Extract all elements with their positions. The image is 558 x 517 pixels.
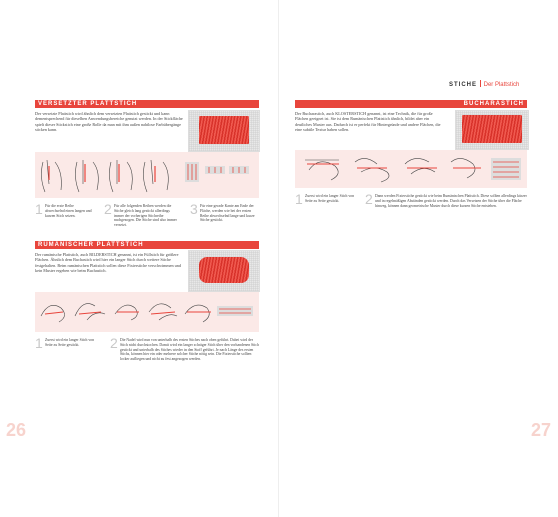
step-number: 2 xyxy=(110,335,118,351)
illustration-band xyxy=(35,292,259,332)
running-header-sub: Der Plattstich xyxy=(483,82,520,88)
section-header-versetzter-plattstich: VERSETZTER PLATTSTICH xyxy=(35,100,259,108)
step-text: Die Nadel wird nun von unterhalb des ersten Stiches nach oben geführt. Dabei wird der Stich nicht durchstochen. Damit wird ein langer schräger Stich über den vorhandenen Stich gestickt und unterhalb des Stiches wieder in den Stoff geführt. Je nach Länge des ersten Stichs, können hier ein oder mehrere solcher Stiche nötig sein. Die Fixierstiche sollten locker aufliegen und nicht zu fest angezogen werden. xyxy=(120,338,259,362)
section-header-bucharastich: BUCHARASTICH xyxy=(295,100,527,108)
section-body-bucharastich: Der Bucharastich, auch KLOSTERSTICH genannt, ist eine Technik, die für große Flächen geeignet ist. Sie ist dem Rumänischen Plattstich ähnlich, bildet aber ein deutliches Muster aus. Dadurch ist er perfekt für Hintergründe und andere Flächen, die eine subtile Textur haben sollen. xyxy=(295,111,441,132)
illustration-band xyxy=(295,150,527,188)
page-number: 27 xyxy=(531,420,552,440)
right-page xyxy=(279,0,558,517)
step-number: 1 xyxy=(295,191,303,207)
step-text: Für eine gerade Kante am Ende der Fläche, werden wie bei der ersten Reihe abwechselnd lange und kurze Stiche gestickt. xyxy=(200,204,255,223)
section-body-rumaenischer-plattstich: Der rumänische Plattstich, auch BILDERSTICH genannt, ist ein Füllstich für größere Flächen. Ähnlich dem Buchastich wird hier ein langer Stich durch weitere Stiche festgehalten. Beim rumänischen Plattstich sollen diese Fixierstiche verschwimmen und kein Muster ergeben wie beim Buchastich. xyxy=(35,252,181,273)
step-text: Dann werden Fixierstiche gestickt wie beim Rumänischen Plattstich. Diese sollten allerdings kürzer und in regelmäßigen Abständen gestickt werden. Durch das Versetzen der Stiche über die Fläche hinweg, können dann geometrische Muster durch diese kurzen Stiche entstehen. xyxy=(375,194,527,208)
step-number: 1 xyxy=(35,335,43,351)
illustration-band xyxy=(35,152,259,198)
step-text: Zuerst wird ein langer Stich von Seite zu Seite gestickt. xyxy=(45,338,95,347)
page-number: 26 xyxy=(6,420,27,440)
stitch-illustrations xyxy=(35,292,259,332)
step-number: 3 xyxy=(190,201,198,217)
step-number: 2 xyxy=(365,191,373,207)
sample-stitch-fill xyxy=(462,115,522,143)
step-text: Für die erste Reihe abwechselnd einen langen und kurzen Stich setzen. xyxy=(45,204,92,218)
step-number: 1 xyxy=(35,201,43,217)
sample-stitch-fill xyxy=(199,257,249,283)
stitch-sample-rumaenischer-plattstich xyxy=(188,250,260,292)
running-header-label: STICHE xyxy=(449,82,478,88)
step-text: Für alle folgenden Reihen werden die Stiche gleich lang gestickt allerdings immer der vorherigen Stichreihe nachgezogen. Die Stiche sind also immer versetzt. xyxy=(114,204,177,228)
sample-stitch-fill xyxy=(199,116,249,144)
stitch-sample-bucharastich xyxy=(455,110,529,150)
stitch-illustrations xyxy=(295,150,527,188)
section-header-rumaenischer-plattstich: RUMÄNISCHER PLATTSTICH xyxy=(35,241,259,249)
stitch-sample-versetzter-plattstich xyxy=(188,110,260,152)
stitch-illustrations xyxy=(35,152,259,198)
step-number: 2 xyxy=(104,201,112,217)
step-text: Zuerst wird ein langer Stich von Seite zu Seite gestickt. xyxy=(305,194,355,203)
section-body-versetzter-plattstich: Der versetzte Plattstich wird ähnlich dem versetzten Plattstich gestickt und kann dementsprechend für dieselben Anwendungsbereiche genutzt werden. In der Stickfläche spielt dieser Stickstich eine große Rolle da man mit ihm außen nahtlose Farbübergänge sticken kann. xyxy=(35,111,183,132)
